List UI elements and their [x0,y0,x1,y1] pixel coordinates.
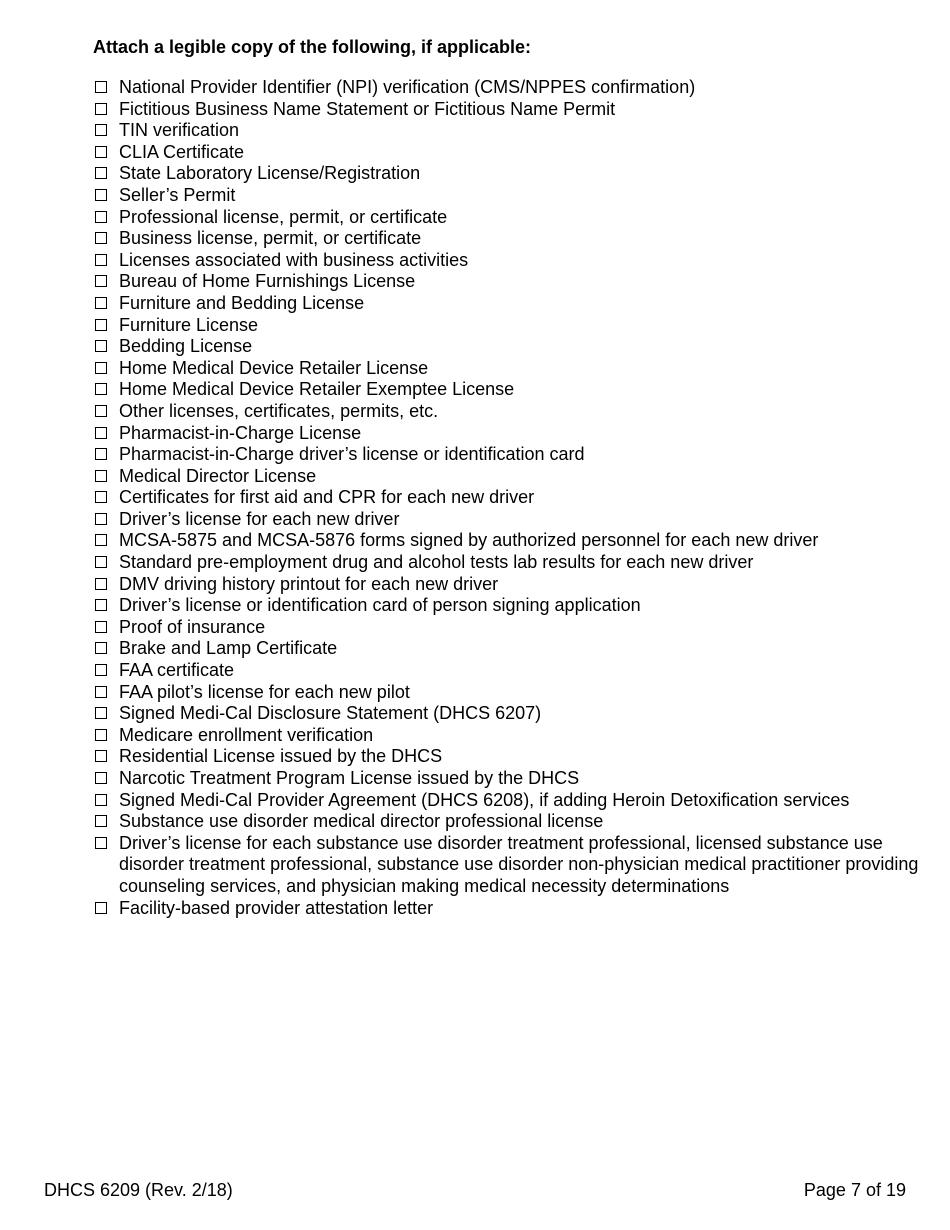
checkbox[interactable] [95,772,107,784]
checklist-item-label: Signed Medi-Cal Provider Agreement (DHCS 6208), if adding Heroin Detoxification services [119,789,850,810]
checklist-item [93,530,923,552]
checkbox[interactable] [95,729,107,741]
checkbox[interactable] [95,815,107,827]
checkbox[interactable] [95,686,107,698]
checklist-item [93,595,923,617]
checkbox[interactable] [95,664,107,676]
checkbox[interactable] [95,405,107,417]
checklist-item-label: Driver’s license for each new driver [119,508,400,529]
checklist-item [93,811,923,833]
checkbox[interactable] [95,340,107,352]
checkbox[interactable] [95,124,107,136]
checkbox[interactable] [95,211,107,223]
checkbox[interactable] [95,556,107,568]
checklist-item-label: Seller’s Permit [119,184,236,205]
checklist-item-label: Fictitious Business Name Statement or Fictitious Name Permit [119,98,616,119]
checklist-item-label: Signed Medi-Cal Disclosure Statement (DHCS 6207) [119,703,542,724]
checkbox[interactable] [95,599,107,611]
checkbox[interactable] [95,146,107,158]
checklist-item-label: Certificates for first aid and CPR for each new driver [119,487,535,508]
checklist-item [93,228,923,250]
checklist-item [93,617,923,639]
checklist-item-label: Standard pre-employment drug and alcohol tests lab results for each new driver [119,552,754,573]
checklist-item-label: Professional license, permit, or certificate [119,206,448,227]
checklist-item-label: TIN verification [119,120,240,141]
checklist-item-label: Other licenses, certificates, permits, etc. [119,400,439,421]
checklist-item-label: Medical Director License [119,465,317,486]
checklist-item-label: Pharmacist-in-Charge driver’s license or identification card [119,444,585,465]
checklist-item [93,77,923,99]
checklist-item-label: Bureau of Home Furnishings License [119,271,416,292]
checklist-item [93,163,923,185]
checklist-item [93,185,923,207]
checkbox[interactable] [95,750,107,762]
checkbox[interactable] [95,794,107,806]
checklist-item [93,703,923,725]
checkbox[interactable] [95,297,107,309]
checklist-item-label: CLIA Certificate [119,141,245,162]
form-identifier: DHCS 6209 (Rev. 2/18) [44,1180,233,1200]
checklist-item [93,271,923,293]
checkbox[interactable] [95,383,107,395]
checklist-item-label: FAA pilot’s license for each new pilot [119,681,410,702]
checklist-item [93,207,923,229]
checkbox[interactable] [95,470,107,482]
checklist-item-label: Furniture License [119,314,259,335]
checklist-item [93,358,923,380]
checkbox[interactable] [95,837,107,849]
section-heading: Attach a legible copy of the following, if applicable: [93,37,532,57]
checklist-item [93,99,923,121]
checklist-item-label: FAA certificate [119,660,235,681]
checkbox[interactable] [95,189,107,201]
checklist-item [93,487,923,509]
checklist-item [93,746,923,768]
checkbox[interactable] [95,232,107,244]
checkbox[interactable] [95,167,107,179]
checklist-item-label: Brake and Lamp Certificate [119,638,338,659]
checkbox[interactable] [95,362,107,374]
checklist-item [93,574,923,596]
checklist-item [93,423,923,445]
checkbox[interactable] [95,707,107,719]
checklist-item [93,682,923,704]
checkbox[interactable] [95,319,107,331]
checklist-item-label: MCSA-5875 and MCSA-5876 forms signed by authorized personnel for each new driver [119,530,819,551]
checkbox[interactable] [95,427,107,439]
checkbox[interactable] [95,534,107,546]
checklist-item [93,250,923,272]
checklist-item-label: Facility-based provider attestation letter [119,897,434,918]
checklist-item [93,725,923,747]
checklist-item [93,790,923,812]
checkbox[interactable] [95,81,107,93]
checklist-item [93,444,923,466]
checklist-item-label: National Provider Identifier (NPI) verification (CMS/NPPES confirmation) [119,77,696,97]
checklist-item [93,401,923,423]
checkbox[interactable] [95,621,107,633]
checklist-item [93,379,923,401]
checkbox[interactable] [95,902,107,914]
checklist-item [93,898,923,920]
checklist-item-label: Driver’s license for each substance use disorder treatment professional, licensed substance use disorder treatment professional, substance use disorder non-physician medical practitioner providing counseling services, and physician making medical necessity determinations [119,832,919,896]
checklist-item-label: Licenses associated with business activities [119,249,469,270]
checklist-item-label: Business license, permit, or certificate [119,228,422,249]
page-number: Page 7 of 19 [803,1180,906,1200]
checklist-item [93,552,923,574]
checkbox[interactable] [95,254,107,266]
checklist-item [93,768,923,790]
checklist-item-label: Residential License issued by the DHCS [119,746,443,767]
checklist-item-label: State Laboratory License/Registration [119,163,421,184]
checklist-item-label: Narcotic Treatment Program License issued by the DHCS [119,768,580,788]
checklist-item [93,336,923,358]
checkbox[interactable] [95,491,107,503]
checkbox[interactable] [95,448,107,460]
checklist-item-label: Driver’s license or identification card of person signing application [119,595,641,616]
attachment-checklist [93,77,923,919]
checklist-item [93,293,923,315]
checkbox[interactable] [95,103,107,115]
checklist-item-label: Proof of insurance [119,616,266,637]
checklist-item [93,660,923,682]
checklist-item [93,466,923,488]
checkbox[interactable] [95,275,107,287]
checklist-item-label: Bedding License [119,336,253,357]
checklist-item [93,833,923,898]
checklist-item [93,120,923,142]
checklist-item-label: Furniture and Bedding License [119,292,365,313]
checklist-item [93,638,923,660]
checklist-item-label: DMV driving history printout for each new driver [119,573,499,594]
checklist-item [93,315,923,337]
checklist-item [93,142,923,164]
checkbox[interactable] [95,578,107,590]
checkbox[interactable] [95,642,107,654]
checklist-item-label: Home Medical Device Retailer License [119,357,429,378]
checklist-item-label: Pharmacist-in-Charge License [119,422,362,443]
checklist-item-label: Home Medical Device Retailer Exemptee License [119,379,515,400]
checklist-item-label: Medicare enrollment verification [119,724,374,745]
checklist-item [93,509,923,531]
checklist-item-label: Substance use disorder medical director professional license [119,811,604,832]
checkbox[interactable] [95,513,107,525]
